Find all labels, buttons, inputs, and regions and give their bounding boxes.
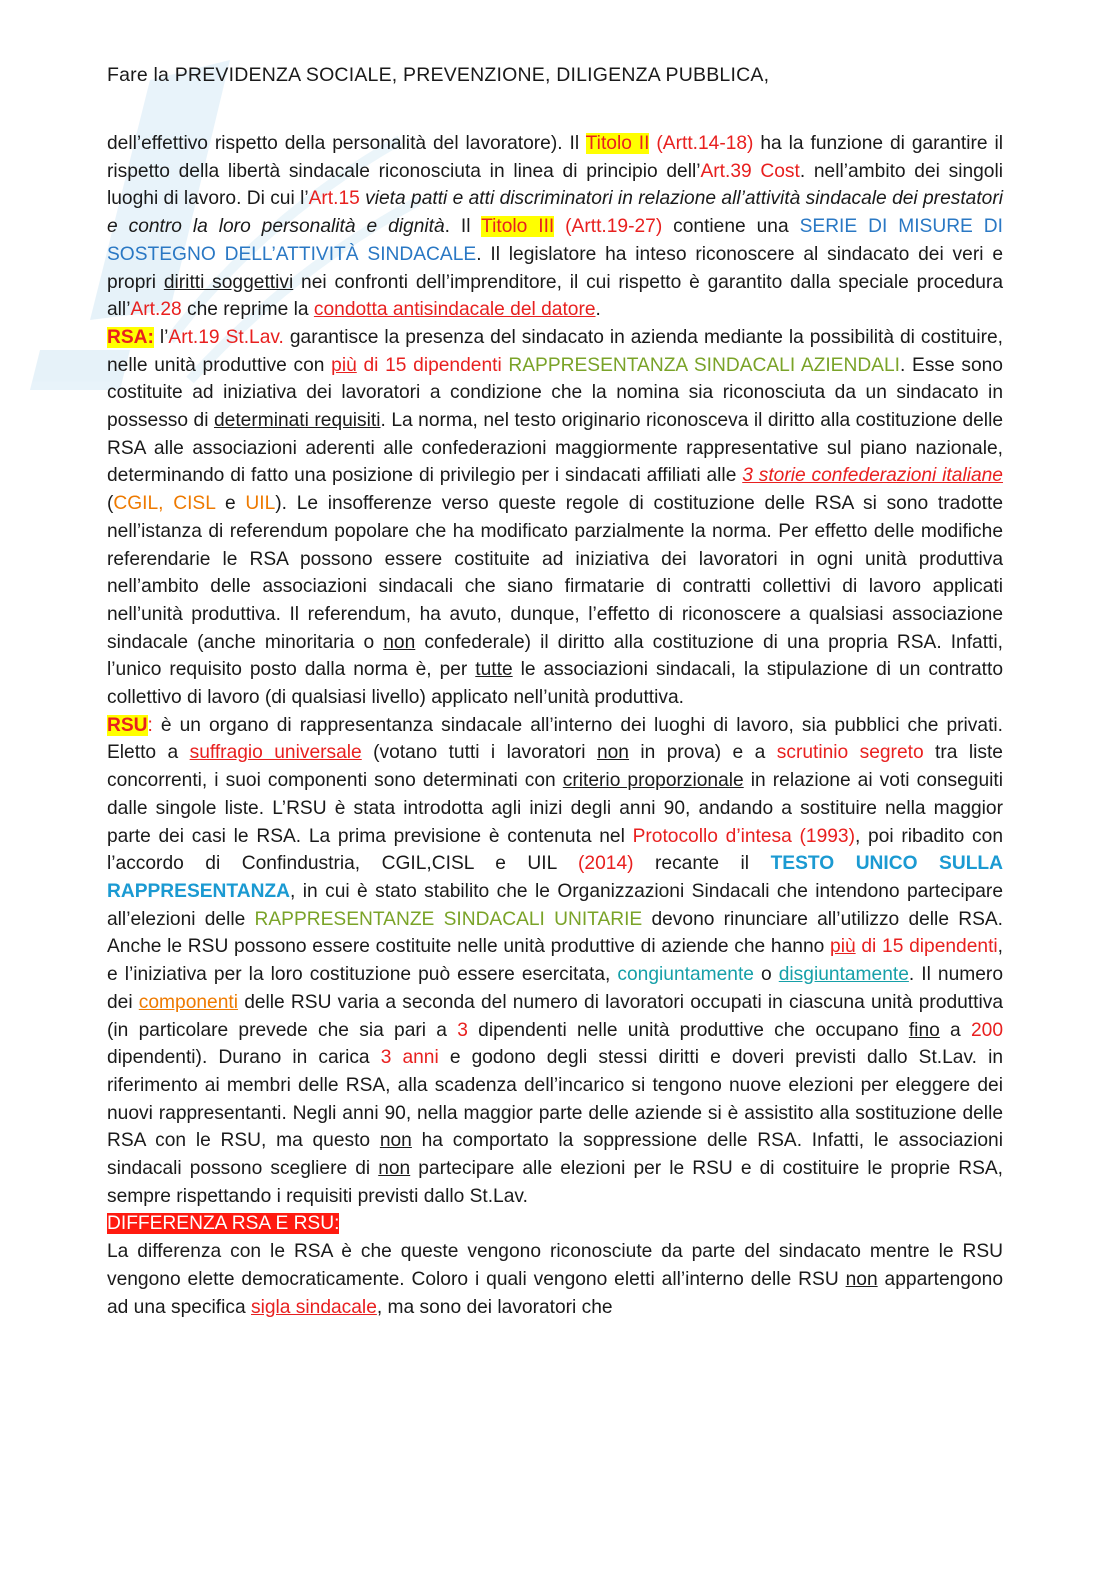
section-label-rsa: RSA: (107, 326, 154, 348)
paragraph-rsu (107, 712, 1003, 1211)
text-run: è un organo di rappresentanza sindacale all’interno dei luoghi di lavoro, sia pubblici che privati. Eletto a (107, 714, 1003, 764)
text-run: partecipare alle elezioni per le RSU e di costituire le proprie RSA, sempre rispettando i requisiti previsti dallo St.Lav. (107, 1158, 1004, 1207)
text-run: dell’effettivo rispetto della personalità del lavoratore). Il (107, 133, 586, 154)
underlined-term: diritti soggettivi (163, 271, 294, 293)
text-run: le associazioni sindacali, la stipulazione di un contratto collettivo di lavoro (di qualsiasi livello) applicato nell’unità produttiva. (107, 659, 1003, 709)
text-run: in prova) e a (628, 742, 777, 764)
underlined-term: determinati requisiti (213, 410, 381, 432)
text-run: ha la funzione di garantire il rispetto della libertà sindacale riconosciuta in linea di principio dell’ (107, 133, 1003, 182)
text-run: in relazione ai voti conseguiti dalle singole liste. L’RSU è stata introdotta agli inizi degli anni 90, andando a sostituire nella maggior parte dei casi le RSA. La prima previsione è contenuta nel (107, 770, 1003, 847)
underlined-term: più (331, 354, 357, 376)
text-run: , ma sono dei lavoratori che (376, 1296, 613, 1318)
text-run: recante il (633, 853, 771, 875)
emphasis-red: 200 (970, 1019, 1003, 1041)
article-ref: (Artt.14-18) (656, 133, 754, 154)
text-run: . Esse sono costituite ad iniziativa dei lavoratori a condizione che la nomina sia riconosciuta da un sindacato in possesso di (107, 354, 1003, 432)
emphasis-red: scrutinio segreto (776, 742, 924, 764)
underlined-term: non (383, 631, 416, 653)
text-run: e godono degli stessi diritti e doveri previsti dallo St.Lav. in riferimento ai membri delle RSA, alla scadenza dell’incarico si tengono nuove elezioni per eleggere dei nuovi rappresentanti. Negli anni 90, nella maggior parte delle aziende si è assistito alla sostituzione delle RSA con le RSU, ma questo (107, 1047, 1003, 1152)
highlight-titolo-ii: Titolo II (585, 133, 650, 154)
underlined-term: non (596, 742, 629, 764)
italic-quote: vieta patti e atti discriminatori in relazione all’attività sindacale dei prestatori e contro la loro personalità e dignità (107, 188, 1003, 238)
text-run: contiene una (662, 216, 800, 238)
text-run: o (753, 964, 779, 986)
underlined-term: disgiuntamente (778, 964, 909, 986)
emphasis-red: Protocollo d’intesa (1993) (632, 825, 855, 847)
text-run: a (939, 1019, 971, 1041)
page-header: Fare la PREVIDENZA SOCIALE, PREVENZIONE, DILIGENZA PUBBLICA, (107, 64, 770, 86)
text-run: ( (107, 493, 114, 515)
article-ref: Art.28 (130, 299, 182, 321)
article-ref: Art.15 (308, 188, 360, 210)
text-run (554, 216, 565, 237)
text-run: dipendenti). Durano in carica (107, 1047, 381, 1069)
text-run: delle RSU varia a seconda del numero di lavoratori occupati in ciascuna unità produttiva (in particolare prevede che sia pari a (107, 991, 1003, 1041)
text-run: devono rinunciare all’utilizzo delle RSA. Anche le RSU possono essere costituite nelle unità produttive di aziende che hanno (107, 908, 1003, 958)
emphasis-red: 3 (457, 1019, 468, 1041)
text-run: che reprime la (181, 299, 314, 321)
paragraph-differenza-heading (107, 1210, 1003, 1238)
emphasis-red: di 15 dipendenti (855, 936, 998, 958)
text-run: . Il (444, 216, 482, 238)
text-run: confederale) il diritto alla costituzione di una propria RSA. Infatti, l’unico requisito posto dalla norma è, per (107, 631, 1003, 681)
paragraph-differenza (107, 1238, 1003, 1321)
text-run: : (147, 714, 153, 736)
emphasis-bold-blue: TESTO UNICO SULLA RAPPRESENTANZA (107, 853, 1003, 902)
text-run: , poi ribadito con l’accordo di Confindustria, CGIL,CISL e UIL (107, 825, 1003, 875)
highlight-titolo-iii: Titolo III (481, 216, 555, 238)
text-run: e (215, 493, 246, 515)
text-run: ). Le insofferenze verso queste regole di costituzione delle RSA si sono tradotte nell’istanza di referendum popolare che ha modificato parzialmente la norma. Per effetto delle modifiche referendarie le RSA possono essere costituite ad iniziativa dei lavoratori in ogni unità produttiva nell’ambito delle associazioni sindacali che siano firmatarie di contratti collettivi di lavoro applicati nell’unità produttiva. Il referendum, ha avuto, dunque, l’effetto di riconoscere a qualsiasi associazione sindacale (anche minoritaria o (107, 493, 1004, 653)
paragraph-statuto (107, 130, 1003, 324)
emphasis-red: 3 anni (380, 1047, 439, 1069)
underlined-term: tutte (475, 659, 513, 681)
text-run: , e l’iniziativa per la loro costituzione può essere esercitata, (107, 936, 1004, 986)
text-run: . (595, 299, 601, 321)
paragraph-rsa (107, 324, 1003, 712)
text-run: dipendenti nelle unità produttive che occupano (467, 1019, 909, 1041)
section-heading-differenza: DIFFERENZA RSA E RSU: (107, 1213, 340, 1235)
article-ref: Art.19 St.Lav. (168, 326, 284, 348)
text-run: (votano tutti i lavoratori (361, 742, 597, 764)
article-ref: Art.39 Cost (700, 160, 800, 182)
section-label-rsu: RSU (107, 714, 148, 736)
emphasis-green: RAPPRESENTANZA SINDACALI AZIENDALI (508, 354, 900, 376)
underlined-term: fino (908, 1019, 940, 1041)
emphasis-green: RAPPRESENTANZE SINDACALI UNITARIE (254, 908, 643, 930)
underlined-term: criterio proporzionale (562, 770, 744, 792)
text-run: garantisce la presenza del sindacato in azienda mediante la possibilità di costituire, nelle unità produttive con (107, 326, 1003, 376)
underlined-term: 3 storie confederazioni italiane (742, 465, 1003, 487)
text-run: La differenza con le RSA è che queste vengono riconosciute da parte del sindacato mentre le RSU vengono elette democraticamente. Coloro i quali vengono eletti all’interno delle RSU (107, 1241, 1003, 1290)
text-run: . nell’ambito dei singoli luoghi di lavoro. Di cui l’ (107, 160, 1004, 210)
text-run: ha comportato la soppressione delle RSA. Infatti, le associazioni sindacali possono scegliere di (107, 1130, 1003, 1180)
underlined-term: sigla sindacale (251, 1296, 377, 1318)
emphasis-orange: UIL (245, 493, 276, 515)
emphasis-red: di 15 dipendenti (356, 354, 502, 376)
text-run: appartengono ad una specifica (107, 1268, 1003, 1318)
underlined-term: suffragio universale (189, 742, 362, 764)
underlined-term: più (830, 936, 856, 958)
emphasis-blue: SERIE DI MISURE DI SOSTEGNO DELL’ATTIVITÀ SINDACALE (107, 216, 1003, 265)
article-ref: (Artt.19-27) (565, 216, 663, 238)
underlined-term: componenti (138, 991, 238, 1013)
underlined-term: non (379, 1130, 412, 1152)
emphasis-orange: CGIL, CISL (113, 493, 216, 515)
text-run: . Il numero dei (107, 964, 1003, 1013)
text-run: nei confronti dell’imprenditore, il cui rispetto è garantito dalla speciale procedura all’ (107, 271, 1003, 321)
text-run: , in cui è stato stabilito che le Organizzazioni Sindacali che intendono partecipare all’elezioni delle (107, 880, 1003, 930)
document-body (107, 130, 1003, 1321)
emphasis-teal: congiuntamente (617, 964, 754, 986)
text-run: l’ (153, 326, 169, 348)
text-run: . La norma, nel testo originario riconosceva il diritto alla costituzione delle RSA alle associazioni aderenti alle confederazioni maggiormente rappresentative sul piano nazionale, determinando di fatto una posizione di privilegio per i sindacati affiliati alle (107, 410, 1004, 487)
text-run: tra liste concorrenti, i suoi componenti sono determinati con (107, 742, 1003, 792)
emphasis-red: (2014) (578, 853, 634, 875)
underlined-term: non (845, 1268, 878, 1290)
underlined-term: non (378, 1158, 411, 1180)
underlined-term: condotta antisindacale del datore (313, 299, 596, 321)
text-run: . Il legislatore ha inteso riconoscere al sindacato dei veri e propri (107, 243, 1003, 293)
